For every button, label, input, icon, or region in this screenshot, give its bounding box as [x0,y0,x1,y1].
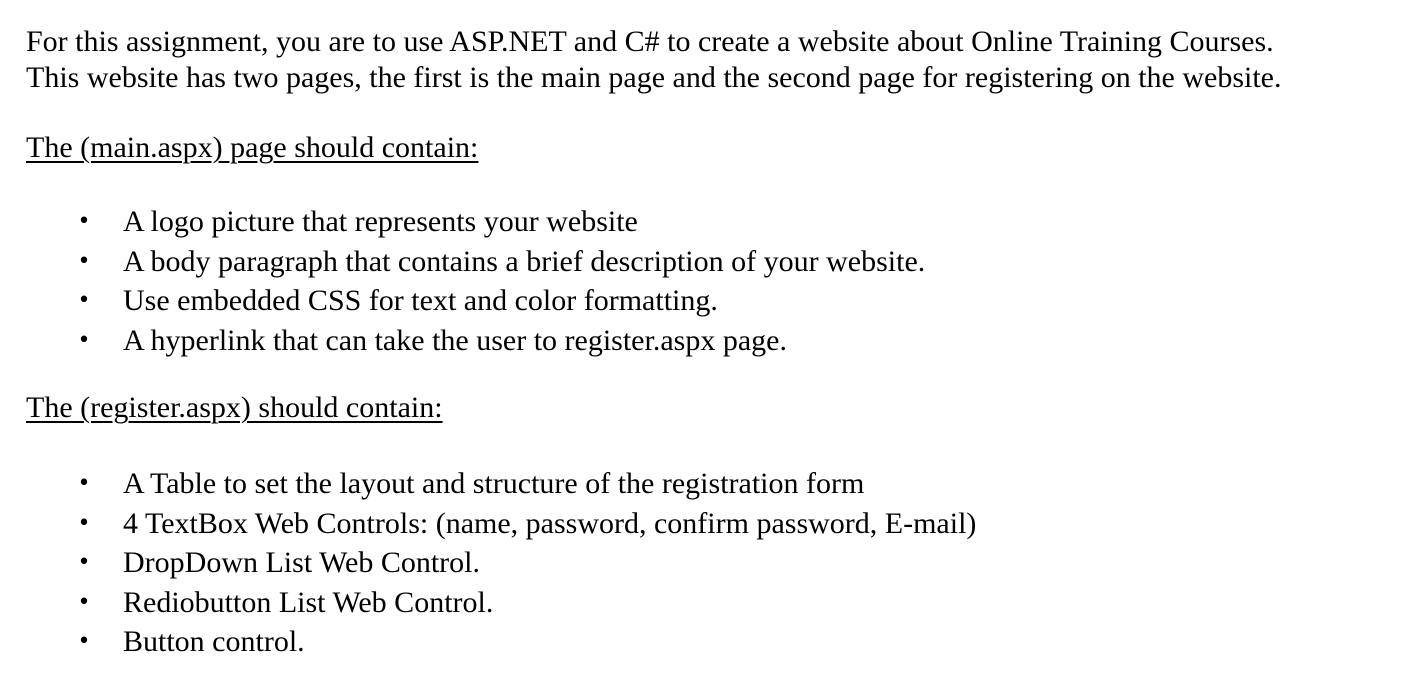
list-item-text: Button control. [123,625,305,658]
bullet-icon: • [77,510,91,536]
list-item-text: 4 TextBox Web Controls: (name, password, confirm password, E-mail) [123,506,977,540]
list-item-text: A body paragraph that contains a brief description of your website. [123,244,926,278]
intro-line-2: This website has two pages, the first is the main page and the second page for registering on the website. [26,61,1282,94]
intro-paragraph [26,24,1396,96]
list-item-text: Use embedded CSS for text and color formatting. [123,284,718,317]
register-page-requirements-list [26,464,1396,662]
list-item [26,321,1396,361]
bullet-icon: • [77,248,91,274]
list-item [26,622,1396,662]
bullet-icon: • [77,288,91,313]
list-item-text: A hyperlink that can take the user to register.aspx page. [123,323,787,357]
list-item [26,583,1396,623]
list-item-text: Rediobutton List Web Control. [123,585,494,619]
list-item [26,281,1396,321]
bullet-icon: • [77,550,91,575]
list-item-text: A Table to set the layout and structure of the registration form [123,467,865,500]
bullet-icon: • [77,629,91,654]
list-item-text: DropDown List Web Control. [123,546,481,579]
list-item-text: A logo picture that represents your website [123,205,638,238]
intro-line-1: For this assignment, you are to use ASP.NET and C# to create a website about Online Training Courses. [26,25,1274,58]
bullet-icon: • [77,327,91,353]
list-item [26,242,1396,282]
list-item [26,504,1396,544]
document-body [26,24,1396,662]
main-page-requirements-list [26,202,1396,360]
list-item [26,464,1396,504]
list-item [26,543,1396,583]
main-page-heading: The (main.aspx) page should contain: [26,131,479,164]
register-page-heading: The (register.aspx) should contain: [26,391,443,424]
list-item [26,202,1396,242]
bullet-icon: • [77,589,91,615]
bullet-icon: • [77,209,91,234]
bullet-icon: • [77,471,91,496]
